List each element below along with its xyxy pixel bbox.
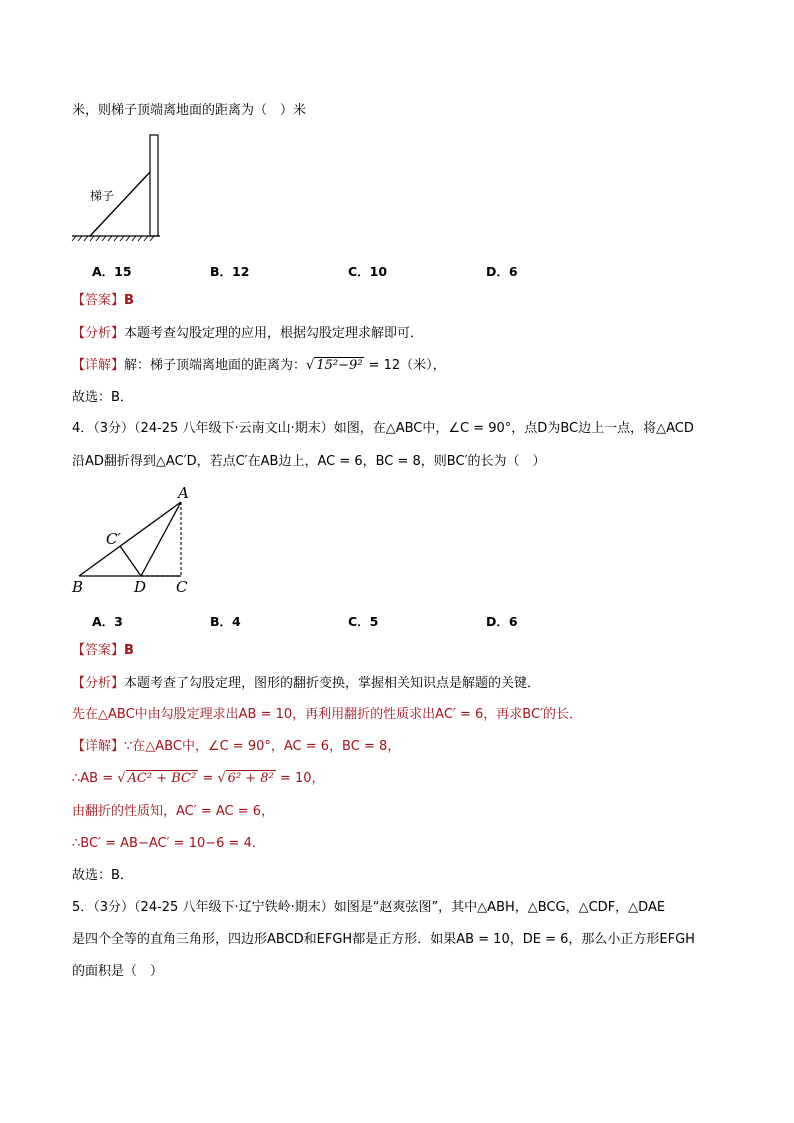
q4-stem-line2: 沿AD翻折得到△AC′D，若点C′在AB边上，AC = 6，BC = 8，则BC′的长为（ ）: [72, 454, 546, 469]
answer-value: B: [124, 643, 134, 658]
analysis-tag: 【分析】: [72, 326, 125, 341]
q5-stem-line2: 是四个全等的直角三角形，四边形ABCD和EFGH都是正方形．如果AB = 10，DE = 6，那么小正方形EFGH: [72, 932, 695, 947]
detail2-prefix: ∴AB =: [72, 771, 118, 786]
label-A: A: [178, 484, 189, 502]
q4-answer: [72, 642, 134, 660]
detail2-mid: =: [198, 771, 218, 786]
label-D: D: [134, 578, 147, 596]
q3-answer: [72, 292, 134, 310]
detail-result: = 12（米），: [364, 358, 446, 373]
q4-analysis-line2: 先在△ABC中由勾股定理求出AB = 10，再利用翻折的性质求出AC′ = 6，再求BC′的长．: [72, 707, 583, 722]
detail-text: ∵在△ABC中，∠C = 90°，AC = 6，BC = 8，: [124, 739, 401, 754]
analysis-text: 本题考查了勾股定理，图形的翻折变换，掌握相关知识点是解题的关键．: [124, 676, 541, 691]
q4-detail-line2: ∴AB = √ AC² + BC² = √ 6² + 8² = 10，: [72, 771, 325, 786]
answer-value: B: [124, 293, 134, 308]
q3-stem-tail: 米，则梯子顶端离地面的距离为（ ）米: [72, 103, 307, 118]
label-C: C: [176, 578, 188, 596]
detail-tag: 【详解】: [72, 358, 125, 373]
q5-stem-line1: 5．（3分）（24-25 八年级下·辽宁铁岭·期末）如图是“赵爽弦图”，其中△ABH，△BCG，△CDF，△DAE: [72, 900, 666, 915]
detail-radicand: 15²−9²: [316, 358, 363, 373]
detail-tag: 【详解】: [72, 739, 125, 754]
q4-option-d: D．6: [486, 614, 518, 629]
q4-option-b: B．4: [210, 614, 241, 629]
q4-analysis: [72, 675, 540, 693]
q5-stem-line3: 的面积是（ ）: [72, 964, 164, 979]
q4-option-a: A．3: [92, 614, 123, 629]
q4-stem-line1: 4．（3分）（24-25 八年级下·云南文山·期末）如图，在△ABC中，∠C = 90°，点D为BC边上一点，将△ACD: [72, 421, 694, 436]
q3-option-c: C．10: [348, 264, 388, 279]
q3-option-d: D．6: [486, 264, 518, 279]
q4-choose: 故选：B．: [72, 868, 133, 883]
analysis-tag: 【分析】: [72, 676, 125, 691]
q4-detail-line3: 由翻折的性质知，AC′ = AC = 6，: [72, 804, 275, 819]
q4-detail-line1: [72, 738, 400, 756]
analysis-text: 本题考查勾股定理的应用，根据勾股定理求解即可．: [124, 326, 424, 341]
q3-option-b: B．12: [210, 264, 250, 279]
q4-detail-line4: ∴BC′ = AB−AC′ = 10−6 = 4．: [72, 836, 265, 851]
label-Cprime: C′: [106, 530, 121, 548]
answer-tag: 【答案】: [72, 643, 125, 658]
detail-prefix: 解：梯子顶端离地面的距离为：: [124, 358, 307, 373]
detail2-end: = 10，: [275, 771, 325, 786]
q3-choose: 故选：B．: [72, 390, 133, 405]
q3-analysis: [72, 325, 423, 343]
label-B: B: [72, 578, 84, 596]
q3-detail: 【详解】解：梯子顶端离地面的距离为：√ 15²−9² = 12（米），: [72, 358, 446, 373]
q4-option-c: C．5: [348, 614, 379, 629]
answer-tag: 【答案】: [72, 293, 125, 308]
detail2-radicand1: AC² + BC²: [127, 771, 197, 786]
detail2-radicand2: 6² + 8²: [227, 771, 274, 786]
ladder-figure: [70, 132, 165, 244]
q3-option-a: A．15: [92, 264, 132, 279]
triangle-figure: [68, 482, 198, 597]
ladder-label: 梯子: [90, 189, 115, 203]
